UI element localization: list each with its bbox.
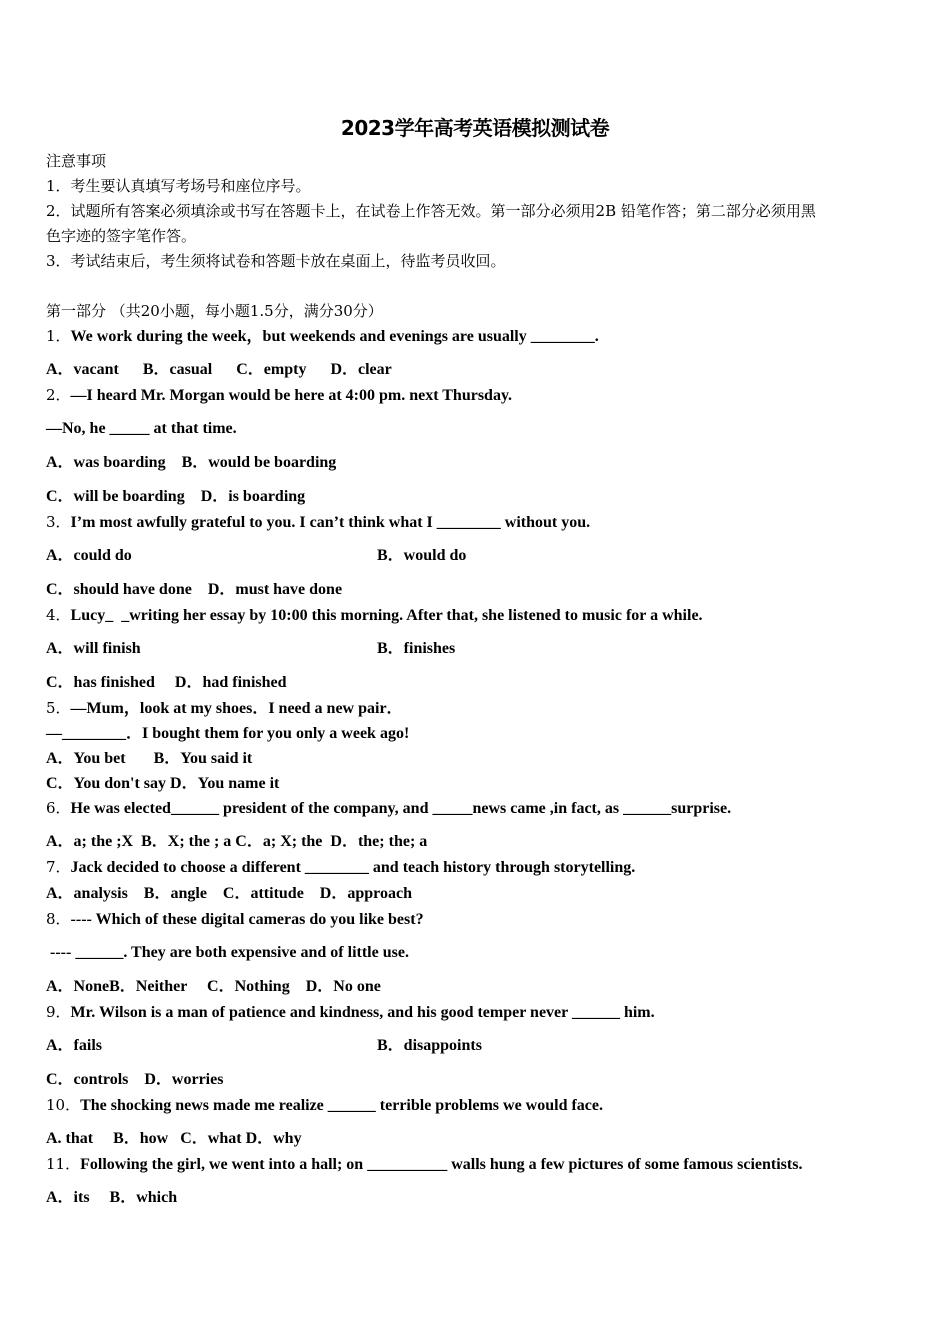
- question-5-dialog: —________．I bought them for you only a week ago!: [46, 725, 410, 742]
- question-9-option-a: A．fails: [46, 1037, 103, 1054]
- question-3-option-b: B．would do: [377, 547, 467, 564]
- question-number: 8．: [46, 910, 71, 928]
- page-title: 2023学年高考英语模拟测试卷: [340, 116, 610, 140]
- question-text: —Mum，look at my shoes．I need a new pair．: [70, 700, 403, 717]
- question-5-options: C．You don't say D．You name it: [46, 775, 280, 792]
- question-3-option-a: A．could do: [46, 547, 132, 564]
- question-number: 9．: [46, 1003, 71, 1021]
- notice-item: 3．考试结束后，考生须将试卷和答题卡放在桌面上，待监考员收回。: [46, 252, 506, 270]
- question-text: Following the girl, we went into a hall; on __________ walls hung a few pictures of some famous scientists.: [80, 1156, 803, 1173]
- question-2: [46, 385, 512, 406]
- notice-heading: 注意事项: [46, 152, 107, 170]
- question-text: The shocking news made me realize ______ terrible problems we would face.: [80, 1097, 603, 1114]
- question-number: 5．: [46, 699, 71, 717]
- question-5: [46, 698, 403, 719]
- question-3-options: C．should have done D．must have done: [46, 581, 343, 598]
- question-6-options: A．a; the ;X B．X; the ; a C．a; X; the D．the; the; a: [46, 833, 428, 850]
- question-2-dialog: —No, he _____ at that time.: [46, 420, 237, 437]
- question-3: [46, 512, 590, 533]
- question-text: —I heard Mr. Morgan would be here at 4:00 pm. next Thursday.: [70, 387, 513, 404]
- question-number: 2．: [46, 386, 71, 404]
- question-1-options: A．vacant B．casual C．empty D．clear: [46, 361, 392, 378]
- question-10-options: A. that B．how C．what D．why: [46, 1130, 302, 1147]
- question-10: [46, 1095, 603, 1116]
- question-4: [46, 605, 703, 626]
- question-text: I’m most awfully grateful to you. I can’t think what I ________ without you.: [70, 514, 591, 531]
- question-text: Jack decided to choose a different ________ and teach history through storytelling.: [70, 859, 636, 876]
- question-7: [46, 857, 635, 878]
- question-8-dialog: ---- ______. They are both expensive and of little use.: [46, 944, 409, 961]
- question-1: [46, 326, 599, 347]
- question-number: 11．: [46, 1155, 81, 1173]
- question-5-options: A．You bet B．You said it: [46, 750, 253, 767]
- question-text: ---- Which of these digital cameras do you like best?: [70, 911, 424, 928]
- question-9: [46, 1002, 655, 1023]
- question-number: 6．: [46, 799, 71, 817]
- question-8: [46, 909, 424, 930]
- question-2-options: C．will be boarding D．is boarding: [46, 488, 306, 505]
- question-9-options: C．controls D．worries: [46, 1071, 224, 1088]
- section-heading: 第一部分 （共20小题，每小题1.5分，满分30分）: [46, 302, 383, 320]
- question-7-options: A．analysis B．angle C．attitude D．approach: [46, 885, 412, 902]
- question-text: Lucy_ _writing her essay by 10:00 this morning. After that, she listened to music for a while.: [70, 607, 703, 624]
- question-number: 1．: [46, 327, 71, 345]
- question-11-options: A．its B．which: [46, 1189, 178, 1206]
- question-4-option-a: A．will finish: [46, 640, 141, 657]
- question-11: [46, 1154, 802, 1175]
- notice-item: 色字迹的签字笔作答。: [46, 227, 197, 245]
- question-8-options: A．NoneB．Neither C．Nothing D．No one: [46, 978, 381, 995]
- question-6: [46, 798, 731, 819]
- question-4-options: C．has finished D．had finished: [46, 674, 287, 691]
- question-number: 7．: [46, 858, 71, 876]
- notice-item: 1．考生要认真填写考场号和座位序号。: [46, 177, 311, 195]
- question-text: He was elected______ president of the company, and _____news came ,in fact, as ______surprise.: [70, 800, 732, 817]
- question-text: Mr. Wilson is a man of patience and kindness, and his good temper never ______ him.: [70, 1004, 655, 1021]
- question-2-options: A．was boarding B．would be boarding: [46, 454, 337, 471]
- question-number: 3．: [46, 513, 71, 531]
- question-number: 4．: [46, 606, 71, 624]
- question-number: 10．: [46, 1096, 81, 1114]
- question-4-option-b: B．finishes: [377, 640, 456, 657]
- question-text: We work during the week，but weekends and evenings are usually ________.: [70, 328, 599, 345]
- notice-item: 2．试题所有答案必须填涂或书写在答题卡上，在试卷上作答无效。第一部分必须用2B 铅笔作答；第二部分必须用黑: [46, 202, 816, 220]
- question-9-option-b: B．disappoints: [377, 1037, 482, 1054]
